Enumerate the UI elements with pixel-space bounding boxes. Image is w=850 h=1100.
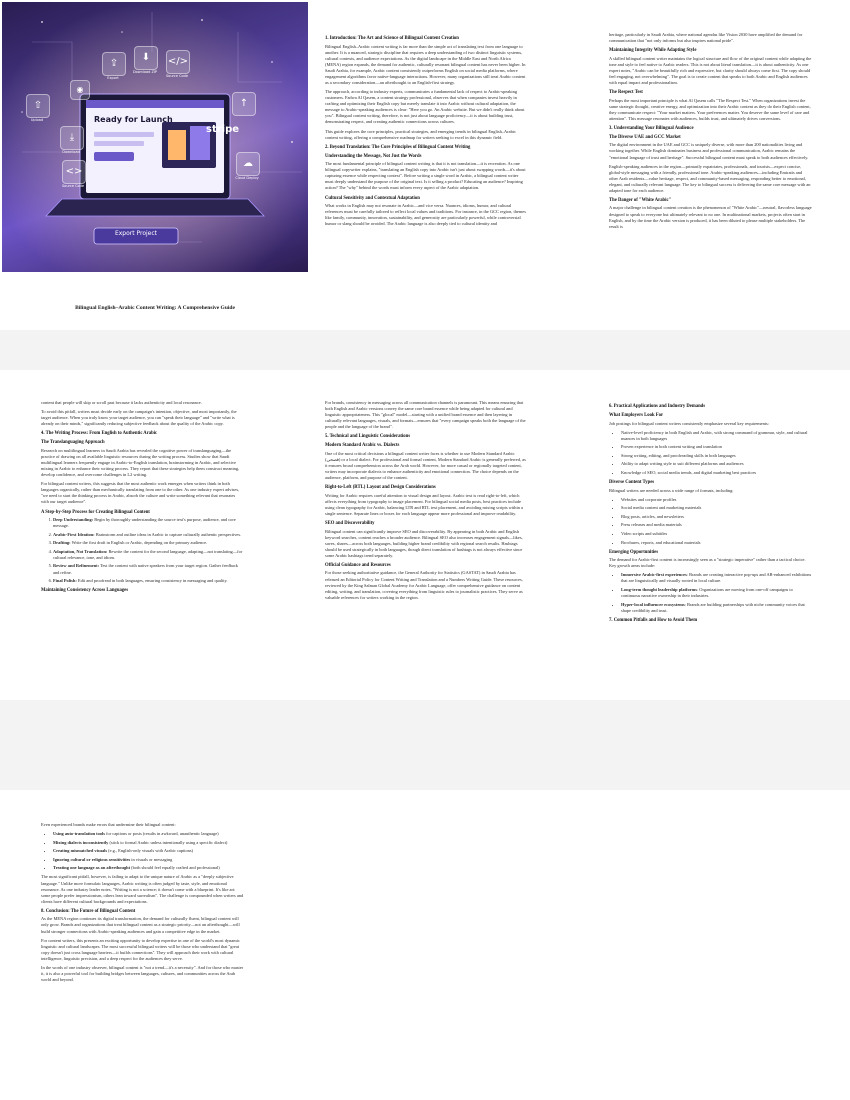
list-item (53, 540, 244, 546)
paragraph: For brands, consistency in messaging across all communication channels is paramount. This means ensuring that both English and Arabic versions convey the same core brand essence while being adapted for cultural and linguistic appropriateness. This "glocal" model—starting with a unified brand essence and then layering in culturally relevant languages, visuals, and formats—ensures that "every campaign speaks both the language of the people and the language of the brand". (325, 400, 526, 430)
list-item (621, 522, 812, 528)
section-heading: 3. Understanding Your Bilingual Audience (609, 125, 694, 131)
list-item (53, 532, 244, 538)
section-heading: The Diverse UAE and GCC Market (609, 134, 681, 140)
list-item-text: (stick to formal Arabic unless intentionally using a specific dialect) (108, 839, 228, 845)
list-item-lead: Deep Understanding: (53, 517, 94, 523)
list-item-lead: Review and Refinement: (53, 563, 100, 569)
export-project-button[interactable]: Export Project (114, 230, 158, 237)
bulleted-list (41, 831, 244, 871)
list-item (621, 572, 812, 584)
list-item-text: Websites and corporate profiles (621, 496, 677, 502)
list-item-lead: Treating one language as an afterthought (53, 865, 131, 871)
download-icon: ⤓ (60, 126, 84, 150)
paragraph: For bilingual content writers, this suggests that the most authentic work emerges when writers think in both languages organically, rather than mechanically translating from one to the other. As one industry expert advises, "we need to start the thinking process in Arabic, absorb the culture and write something relevant that resonates with our target audience". (41, 481, 240, 505)
list-item (621, 514, 812, 520)
section-heading: Diverse Content Types (609, 480, 655, 486)
list-item (621, 497, 812, 503)
list-item-text: Blog posts, articles, and newsletters (621, 513, 684, 519)
paragraph: The approach, according to industry experts, communicates a fundamental lack of respect to Arabic-speaking customers. Fadwa Al Qasem, a content strategy professional, observes that when companies invest heavily in crafting and optimizing their English copy but merely translate it into Arabic without cultural adaptation, the message to Arabic-speaking audiences is clear: "Here you go. An Arabic website. But we didn't really think about you". Bilingual content writing, therefore, is not just about language proficiency—it is about building trust, demonstrating respect, and creating authentic connections across cultures. (325, 89, 525, 125)
page-1 (0, 0, 850, 330)
paragraph: heritage, particularly in Saudi Arabia, where national agendas like Vision 2030 have amplified the demand for communication that "not only informs but also inspires national pride". (609, 32, 803, 44)
list-item-text: Brochures, reports, and educational materials (621, 539, 701, 545)
laptop-heading: Ready for Launch (94, 115, 173, 124)
paragraph: Research on multilingual learners in Saudi Arabia has revealed the cognitive power of translanguaging—the practice of drawing on all available linguistic resources during the writing process. Studies show that Saudi multilingual learners frequently engage in Arabic-to-English translation, brainstorming in Arabic, and selective mixing in Arabic to enhance their writing process. They report that these strategies help them construct meaning, develop confidence, and overcome challenges in L2 writing. (41, 447, 240, 478)
list-item-text: for captions or posts (results in awkward, unauthentic language) (104, 831, 219, 837)
paragraph: In the words of one industry observer, bilingual content is "not a trend—it's a necessity". And for those who master it, it is also a powerful tool for building bridges between languages, cultures, and communities across the Arab world and beyond. (41, 964, 244, 983)
section-heading: 7. Common Pitfalls and How to Avoid Them (609, 617, 698, 623)
bulleted-list (609, 572, 812, 613)
list-item-lead: Long-term thought leadership platforms (621, 586, 697, 592)
list-item (53, 840, 244, 846)
list-item (53, 857, 244, 863)
tile-label-export: Export (107, 76, 119, 80)
section-heading: The Danger of "White Arabic" (609, 197, 672, 203)
list-item-text: Video scripts and subtitles (621, 530, 668, 536)
paragraph: Bilingual English–Arabic content writing is far more than the simple act of translating text from one language to another. It is a nuanced, strategic discipline that requires a deep understanding of two distinct linguistic systems, cultural contexts, and audience expectations. As the digital landscape in the Middle East and North Africa (MENA) region expands, the demand for authentic, culturally resonant bilingual content has never been higher. In Saudi Arabia, for example, Arabic content consistently outperforms English on social media platforms, where engagement algorithms favor native-language interactions. However, many organizations still treat Arabic content as a secondary consideration—an afterthought to an English-first strategy. (325, 43, 526, 85)
list-item-text: : Brands are building partnerships with niche community voices that shape credibility and trust. (621, 601, 805, 613)
cover-image (2, 2, 308, 272)
section-heading: Official Guidance and Resources (325, 562, 391, 568)
list-item-text: Rewrite the content for the second language, adapting—not translating—for cultural relevance, tone, and idiom. (53, 548, 243, 560)
list-item-lead: Creating mismatched visuals (53, 848, 108, 854)
bulleted-list (609, 497, 812, 546)
page2-column-2 (325, 400, 528, 700)
paragraph: Writing for Arabic requires careful attention to visual design and layout. Arabic text is read right-to-left, which affects everything from typography to image placement. For bilingual social media posts, best practices include using clean typography for Arabic, balancing LTR and RTL text placement, and avoiding mixing scripts within a single sentence. Separate lines or boxes for each language appear more professional and improve readability. (325, 492, 523, 517)
list-item-lead: Mixing dialects inconsistently (53, 839, 109, 845)
section-heading: Right-to-Left (RTL) Layout and Design Considerations (325, 485, 436, 491)
list-item-text: (both should feel equally crafted and professional) (130, 865, 220, 871)
page1-column-2 (609, 32, 812, 328)
list-item-text: Brainstorm and outline ideas in Arabic to capture culturally authentic perspectives. (94, 531, 242, 537)
paragraph: Job postings for bilingual content writers consistently emphasize several key requirements: (609, 420, 769, 426)
page2-column-1 (41, 400, 244, 700)
section-heading: Cultural Sensitivity and Contextual Adaptation (325, 195, 420, 201)
section-heading: 2. Beyond Translation: The Core Principles of Bilingual Content Writing (325, 144, 471, 150)
list-item-text: Strong writing, editing, and proofreading skills in both languages (621, 452, 736, 458)
paragraph: The most fundamental principle of bilingual content writing is that it is not translation—it is recreation. As one bilingual copywriter explains, "translating an English copy into Arabic isn't just about swapping words—it's about capturing essence while respecting context". Before writing a single word in Arabic, a bilingual content writer must deeply understand the purpose of the original text. Is it selling a product? Educating an audience? Inspiring action? The "why" behind the words must inform every aspect of the Arabic adaptation. (325, 161, 526, 191)
section-heading: 8. Conclusion: The Future of Bilingual Content (41, 908, 136, 914)
list-item-text: Press releases and media materials (621, 522, 682, 528)
paragraph: The demand for Arabic-first content is increasingly seen as a "strategic imperative" rather than a tactical choice. Key growth areas include: (609, 557, 806, 569)
list-item-lead: Arabic-First Ideation: (53, 531, 95, 537)
list-item-text: Social media content and marketing materials (621, 505, 702, 511)
paragraph: English-speaking audiences in the region—primarily expatriates, professionals, and tourists—expect concise, global-style messaging with a friendly, professional tone. Arabic-speaking audiences—including Emiratis and other Arab residents—value heritage, respect, and community-based messaging, responding better to emotional, elegant, and culturally relevant language. The key to bilingual success is delivering the same core message with an adapted tone for each audience. (609, 163, 811, 193)
cloud-deploy-icon: ☁ (236, 152, 260, 176)
page2-column-3 (609, 400, 812, 700)
tile-label-upload: Upload (30, 118, 44, 122)
paragraph: The most significant pitfall, however, is failing to adapt to the unique nature of Arabic as a "deeply subjective language." Unlike more formulaic languages, Arabic writing is often judged by taste, style, and emotional resonance. As one industry leader notes, "Writing is not a science; it doesn't come with a blueprint. It's like art: some people prefer impressionism, others lean toward surrealism". The challenge is compounded when writers and clients have different cultural backgrounds and expectations. (41, 874, 244, 904)
list-item-text: : Brands are creating interactive pop-ups and AR-enhanced exhibitions that are linguistically and visually rooted in local culture. (621, 572, 812, 584)
page-2 (0, 370, 850, 700)
list-item-text: Begin by thoroughly understanding the source text's purpose, audience, and core message. (53, 517, 236, 529)
section-heading: 6. Practical Applications and Industry Demands (609, 404, 706, 409)
paragraph: Bilingual content can significantly improve SEO and discoverability. By appearing in both Arabic and English keyword searches, content reaches a broader audience. Bilingual SEO also increases engagement signals—likes, saves, shares—across both languages, building higher brand credibility with regional search results. Hashtags should be used strategically in both languages, though direct translation of hashtags is not always effective since some Arabic hashtags trend separately. (325, 528, 523, 558)
list-item (53, 848, 244, 854)
list-item-text: Test the content with native speakers from your target region. Gather feedback and refine. (53, 563, 238, 575)
section-heading: Modern Standard Arabic vs. Dialects (325, 443, 400, 449)
list-item-lead: Hyper-local influencer ecosystems (621, 601, 685, 607)
list-item (53, 549, 244, 561)
list-item-text: : Organizations are moving from one-off campaigns to continuous narrative ownership in their industries. (621, 586, 793, 598)
list-item-text: Write the first draft in English or Arabic, depending on the primary audience. (70, 540, 208, 546)
list-item (621, 505, 812, 511)
list-item (621, 470, 812, 476)
github-icon: ◉ (70, 80, 90, 100)
arrow-up-icon: ↑ (232, 92, 256, 116)
section-heading: Emerging Opportunities (609, 549, 659, 555)
list-item-text: Ability to adapt writing style to suit different platforms and audiences (621, 461, 744, 467)
paragraph: As the MENA region continues its digital transformation, the demand for culturally fluent, bilingual content will only grow. Brands and organizations that treat bilingual content as a strategic priority—not an afterthought—will build stronger connections with Arabic-speaking audiences and gain a competitive edge in the market. (41, 916, 240, 934)
page-3 (0, 790, 850, 1100)
section-heading: The Respect Test (609, 90, 643, 96)
list-item-lead: Adaptation, Not Translation: (53, 548, 108, 554)
list-item (621, 587, 812, 599)
page1-column-1 (325, 32, 527, 328)
list-item-lead: Ignoring cultural or religious sensitivities (53, 856, 131, 862)
list-item (621, 461, 812, 467)
paragraph: The digital environment in the UAE and GCC is uniquely diverse, with more than 200 nationalities living and working together. While English dominates business and professional communication, Arabic remains the "emotional language of trust and heritage". Successful bilingual content must speak to both audiences effectively. (609, 142, 809, 160)
paragraph: This guide explores the core principles, practical strategies, and emerging trends in bilingual English–Arabic content writing, offering a comprehensive roadmap for writers seeking to excel in this dynamic field. (325, 128, 516, 140)
list-item (53, 578, 244, 584)
section-heading: Maintaining Consistency Across Languages (41, 588, 129, 594)
list-item-lead: Drafting: (53, 540, 71, 546)
tile-label-source-code: Source Code (165, 74, 189, 78)
numbered-list (41, 517, 244, 584)
list-item (621, 453, 812, 459)
paragraph: For those seeking authoritative guidance, the General Authority for Statistics (GASTAT) in Saudi Arabia has released an Editorial Policy for Content Writing and Translation and a Numbers Writing Guide. These resources, reviewed by the King Salman Global Academy for Arabic Language, offer comprehensive guidance on content editing, writing, and translation, covering everything from linguistic rules to journalistic practices. They serve as valuable references for writers working in the region. (325, 570, 523, 600)
list-item (621, 430, 812, 442)
stripe-logo: stripe (206, 124, 240, 135)
source-code-2-icon: <> (62, 160, 86, 184)
list-item-lead: Immersive Arabic-first experiences (621, 572, 687, 578)
paragraph: A major challenge in bilingual content creation is the phenomenon of "White Arabic"—neutral, flavorless language designed to speak to everyone but ultimately relevant to no one. In multinational markets, projects often start in English, and by the time the Arabic version is produced, it has been diluted to please multiple stakeholders. The result is (609, 205, 812, 229)
list-item-lead: Using auto-translation tools (53, 831, 105, 837)
list-item (53, 865, 244, 871)
list-item-text: in visuals or messaging (130, 856, 173, 862)
tile-label-download-zip: Download ZIP (132, 70, 158, 74)
list-item-text: (e.g., English-only visuals with Arabic captions) (107, 848, 194, 854)
list-item (621, 444, 812, 450)
list-item (53, 563, 244, 575)
section-heading: SEO and Discoverability (325, 521, 375, 527)
list-item-text: Edit and proofread in both languages, ensuring consistency in messaging and quality. (76, 578, 228, 584)
list-item-lead: Final Polish: (53, 578, 77, 584)
list-item (621, 602, 812, 614)
download-zip-icon: ⬇ (134, 46, 158, 70)
paragraph: A skilled bilingual content writer maintains the logical structure and flow of the original content while adapting the tone and style to feel native to Arabic readers. This is not about literal translation—it is about authenticity. As one expert notes, "Arabic can be beautifully rich and expressive, but clarity should always come first. The copy should feel engaging, not overwhelming". The goal is to create content that speaks to both Arabic and English audiences with equal impact and professionalism. (609, 55, 812, 85)
section-heading: Maintaining Integrity While Adapting Style (609, 48, 697, 54)
list-item (53, 831, 244, 837)
upload-icon: ⇧ (26, 94, 50, 118)
paragraph: Bilingual writers are needed across a wide range of formats, including: (609, 487, 734, 493)
list-item-text: Knowledge of SEO, social media trends, and digital marketing best practices (621, 469, 757, 475)
tile-label-cloud-deploy: Cloud Deploy (235, 176, 259, 180)
paragraph: One of the most critical decisions a bilingual content writer faces is whether to use Modern Standard Arabic (فصحى) or a local dialect. For professional and formal content, Modern Standard Arabic is generally preferred, as it ensures broad comprehension across the Arab world. However, for more casual or regionally targeted content, writers may incorporate dialects to enhance authenticity and emotional connection. The choice depends on the audience, platform, and purpose of the content. (325, 450, 526, 481)
page3-column-1 (41, 822, 244, 1098)
bulleted-list (609, 430, 812, 476)
source-code-icon: </> (166, 50, 190, 74)
document-title: Bilingual English–Arabic Content Writing: A Comprehensive Guide (75, 305, 235, 311)
tile-label-source-code-2: Source Code (61, 184, 85, 188)
list-item-text: Native-level proficiency in both English and Arabic, with strong command of grammar, style, and cultural nuances in both languages (621, 429, 808, 441)
section-heading: A Step-by-Step Process for Creating Bilingual Content (41, 509, 150, 515)
section-heading: 1. Introduction: The Art and Science of Bilingual Content Creation (325, 36, 459, 41)
export-icon: ⇪ (102, 52, 126, 76)
paragraph: content that people will skip or scroll past because it lacks authenticity and local resonance. (41, 400, 202, 405)
paragraph: Perhaps the most important principle is what Al Qasem calls "The Respect Test." When organizations invest the same strategic thought, creative energy, and optimization into their Arabic content as they do their English content, they communicate respect: "Your market matters. Your preferences matter. You deserve the same level of care and attention". This message resonates with audiences, builds trust, and ultimately drives conversions. (609, 97, 811, 121)
list-item-text: Proven experience in both content writing and translation (621, 444, 722, 450)
paragraph: What works in English may not resonate in Arabic—and vice versa. Nuances, idioms, humor, and cultural references must be carefully tailored to reflect local values and traditions. For instance, in the GCC region, themes like family, community, innovation, sustainability, and generosity are particularly powerful, while controversial humor or slang should be avoided. The Arabic language is also deeply tied to cultural identity and (325, 203, 526, 227)
section-heading: The Translanguaging Approach (41, 440, 105, 446)
paragraph: To avoid this pitfall, writers must decide early on the campaign's intention, objective, and most importantly, the target audience. When you truly know your target audience, you can "speak their language" and "write what is already on their minds," significantly reducing subjective feedback about the quality of the Arabic copy. (41, 409, 237, 427)
paragraph: For content writers, this presents an exciting opportunity to develop expertise in one of the world's most dynamic linguistic and cultural landscapes. The most successful bilingual writers will be those who understand that "great copy doesn't just cross language barriers—it builds connections". They will approach their work with cultural intelligence, linguistic precision, and a deep respect for the audiences they serve. (41, 937, 240, 961)
section-heading: Understanding the Message, Not Just the Words (325, 153, 422, 159)
section-heading: What Employers Look For (609, 413, 664, 418)
section-heading: 5. Technical and Linguistic Considerations (325, 434, 411, 440)
list-item (621, 540, 812, 546)
tile-label-download: Download (62, 150, 80, 154)
list-item (53, 517, 244, 529)
section-heading: 4. The Writing Process: From English to Authentic Arabic (41, 431, 158, 437)
paragraph: Even experienced brands make errors that undermine their bilingual content: (41, 822, 176, 827)
list-item (621, 531, 812, 537)
